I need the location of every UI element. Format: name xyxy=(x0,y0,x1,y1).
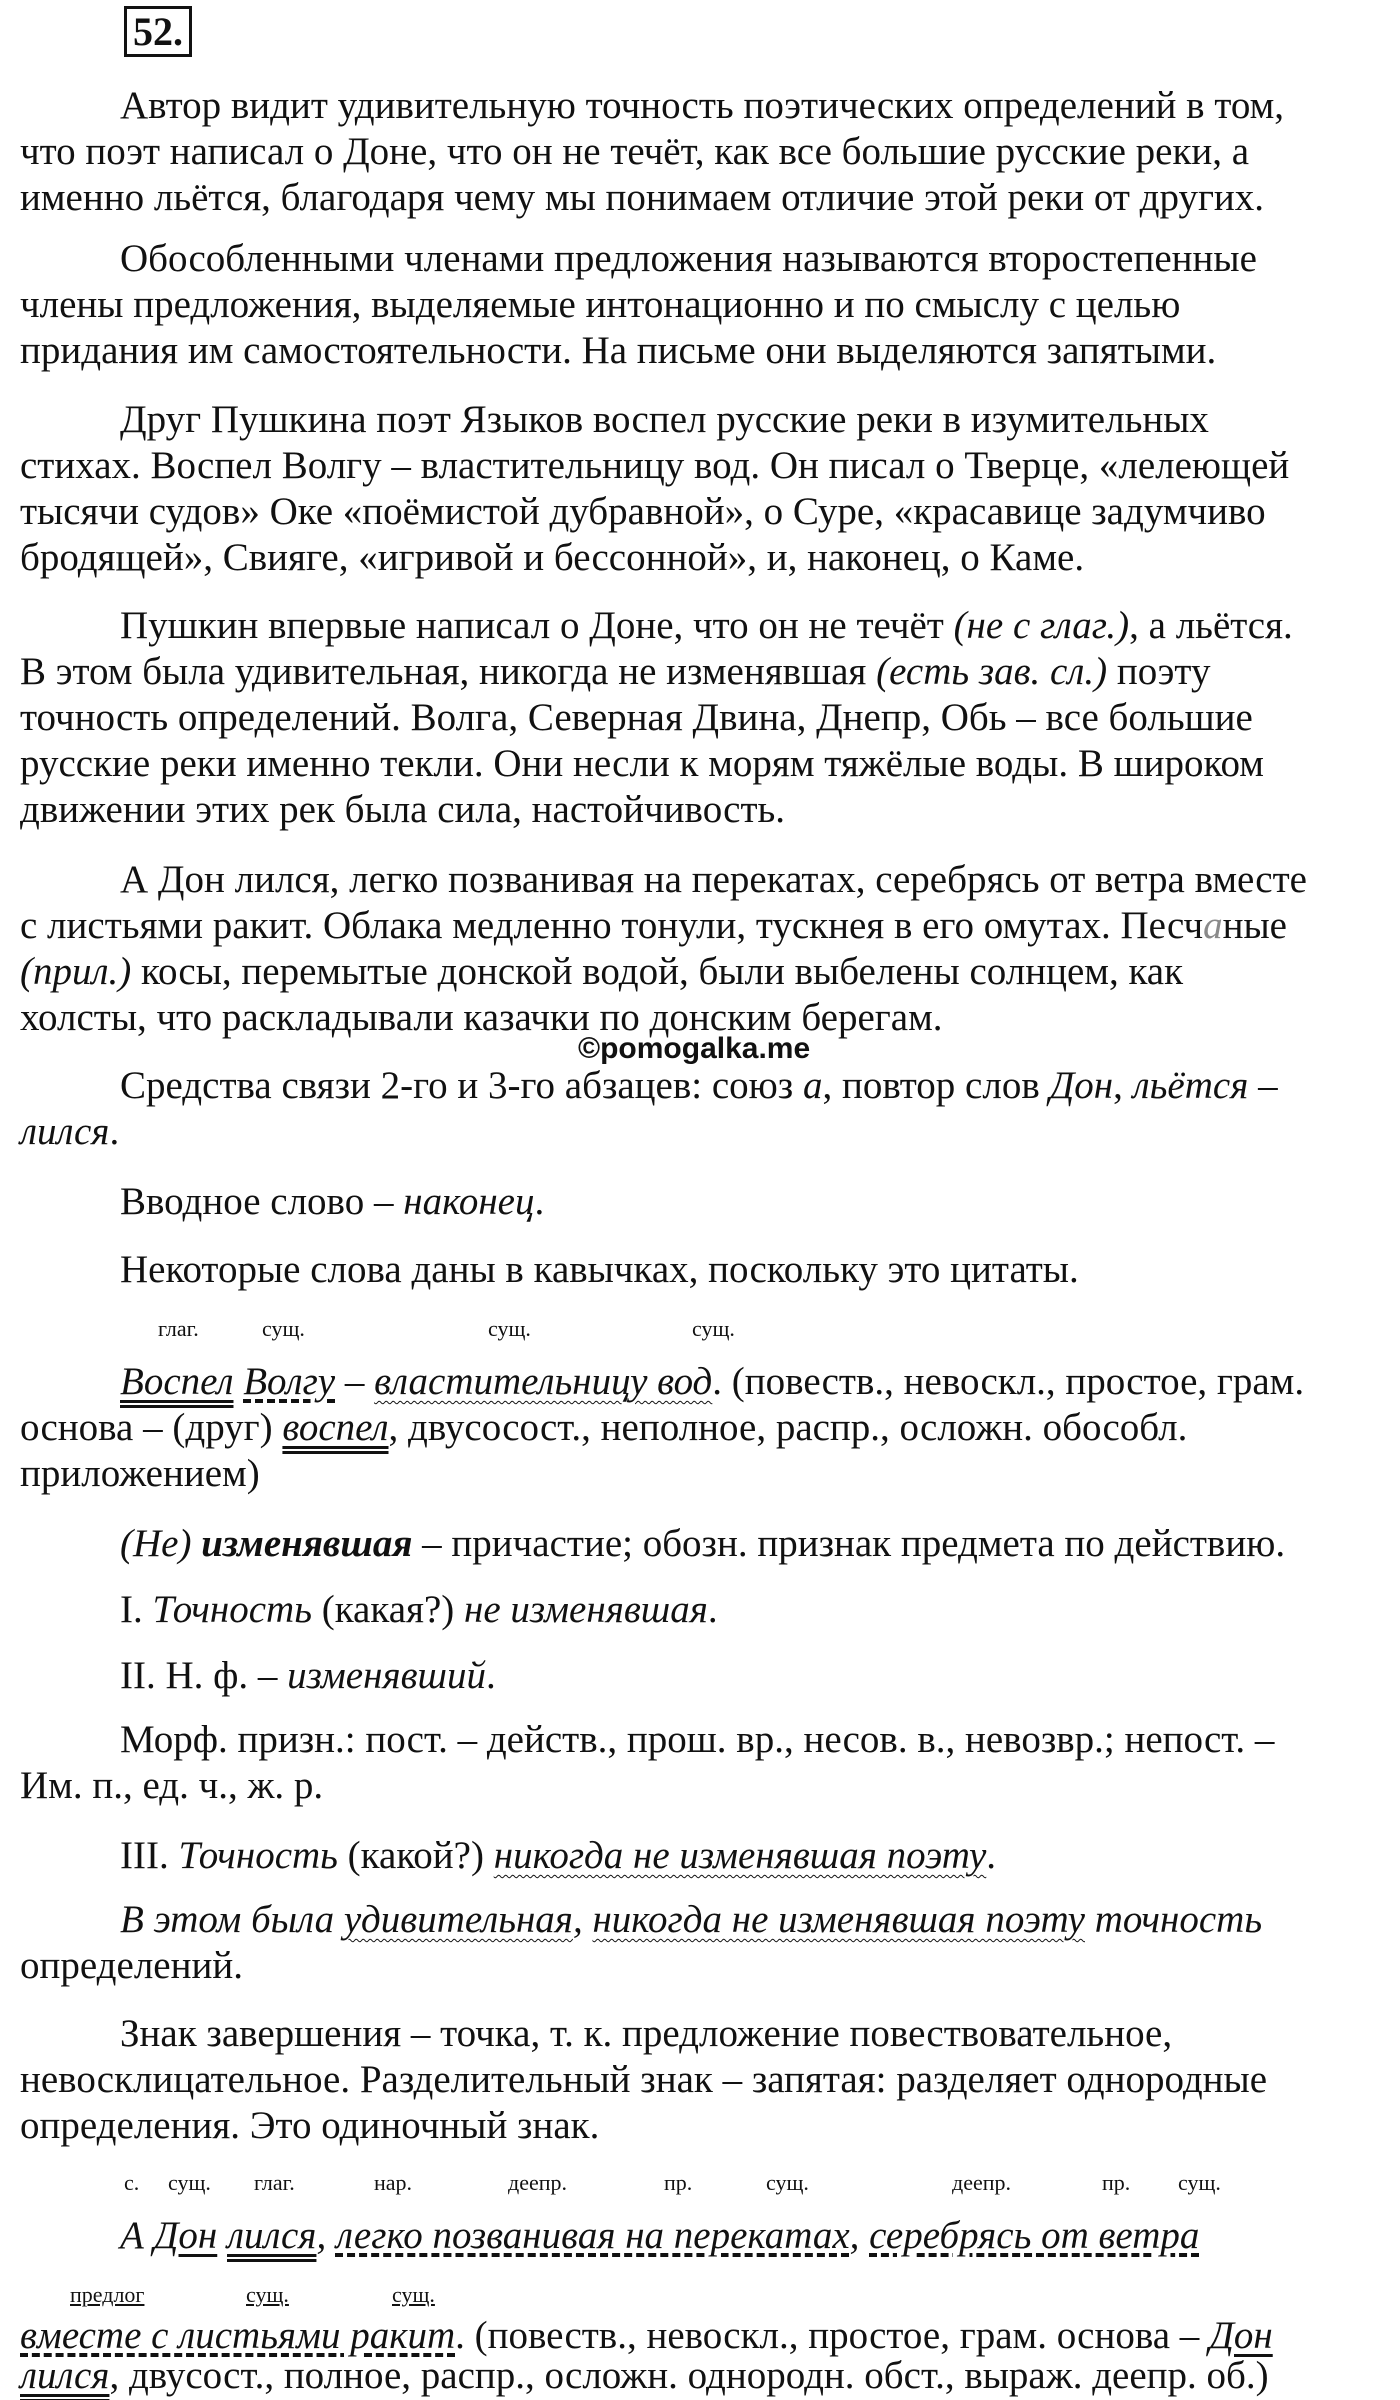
text-line: В этом была удивительная, никогда не изменявшая поэту точность xyxy=(120,1898,1263,1941)
pos-label: сущ. xyxy=(246,2282,289,2307)
text-line: Им. п., ед. ч., ж. р. xyxy=(20,1764,324,1807)
text-line: определения. Это одиночный знак. xyxy=(20,2104,600,2147)
text-line: Морф. призн.: пост. – действ., прош. вр., несов. в., невозвр.; непост. – xyxy=(120,1718,1275,1761)
text-line: бродящей», Свияге, «игривой и бессонной», и, наконец, о Каме. xyxy=(20,536,1085,579)
pos-label: сущ. xyxy=(262,1316,305,1341)
pos-label: деепр. xyxy=(952,2170,1011,2195)
text-line: Знак завершения – точка, т. к. предложение повествовательное, xyxy=(120,2012,1173,2055)
text-line: Вводное слово – наконец. xyxy=(120,1180,545,1223)
text-line: Пушкин впервые написал о Доне, что он не течёт (не с глаг.), а льётся. xyxy=(120,604,1293,647)
pos-label: пр. xyxy=(1102,2170,1131,2195)
text-line: определений. xyxy=(20,1944,243,1987)
text-line: А Дон лился, легко позванивая на перекатах, серебрясь от ветра вместе xyxy=(120,858,1307,901)
text-line: I. Точность (какая?) не изменявшая. xyxy=(120,1588,718,1631)
text-line: (Не) изменявшая – причастие; обозн. признак предмета по действию. xyxy=(120,1522,1286,1565)
pos-label: сущ. xyxy=(168,2170,211,2195)
pos-label: глаг. xyxy=(158,1316,199,1341)
pos-label: нар. xyxy=(374,2170,413,2195)
text-line: (прил.) косы, перемытые донской водой, были выбелены солнцем, как xyxy=(20,950,1184,993)
text-line: русские реки именно текли. Они несли к морям тяжёлые воды. В широком xyxy=(20,742,1264,785)
watermark: ©pomogalka.me xyxy=(578,1032,811,1065)
text-line: Автор видит удивительную точность поэтических определений в том, xyxy=(120,84,1285,127)
text-line: Друг Пушкина поэт Языков воспел русские реки в изумительных xyxy=(120,398,1209,441)
text-line: лился, двусост., полное, распр., осложн. однородн. обст., выраж. деепр. об.) xyxy=(20,2354,1269,2397)
text-line: А Дон лился, легко позванивая на перекатах, серебрясь от ветра xyxy=(120,2214,1200,2257)
pos-label: сущ. xyxy=(488,1316,531,1341)
pos-label: предлог xyxy=(70,2282,145,2307)
pos-label: сущ. xyxy=(392,2282,435,2307)
text-line: II. Н. ф. – изменявший. xyxy=(120,1654,496,1697)
text-line: точность определений. Волга, Северная Двина, Днепр, Обь – все большие xyxy=(20,696,1253,739)
text-line: Некоторые слова даны в кавычках, поскольку это цитаты. xyxy=(120,1248,1079,1291)
pos-label: сущ. xyxy=(766,2170,809,2195)
text-line: основа – (друг) воспел, двусосост., неполное, распр., осложн. обособл. xyxy=(20,1406,1188,1449)
pos-label: пр. xyxy=(664,2170,693,2195)
text-line: холсты, что раскладывали казачки по донским берегам. xyxy=(20,996,943,1039)
text-line: движении этих рек была сила, настойчивость. xyxy=(20,788,786,831)
text-line: приложением) xyxy=(20,1452,260,1495)
text-line: вместе с листьями ракит. (повеств., невоскл., простое, грам. основа – Дон xyxy=(20,2314,1273,2357)
text-line: III. Точность (какой?) никогда не изменявшая поэту. xyxy=(120,1834,997,1877)
text-line: Средства связи 2-го и 3-го абзацев: союз а, повтор слов Дон, льётся – xyxy=(120,1064,1278,1107)
pos-label: сущ. xyxy=(1178,2170,1221,2195)
text-line: лился. xyxy=(20,1110,120,1153)
text-line: члены предложения, выделяемые интонационно и по смыслу с целью xyxy=(20,283,1181,326)
text-line: с листьями ракит. Облака медленно тонули, тускнея в его омутах. Песчаные xyxy=(20,904,1287,947)
pos-label: с. xyxy=(124,2170,140,2195)
text-line: тысячи судов» Оке «поёмистой дубравной», о Суре, «красавице задумчиво xyxy=(20,490,1266,533)
text-line: В этом была удивительная, никогда не изменявшая (есть зав. сл.) поэту xyxy=(20,650,1211,693)
text-line: придания им самостоятельности. На письме они выделяются запятыми. xyxy=(20,329,1217,372)
exercise-number: 52. xyxy=(124,10,192,54)
text-line: именно льётся, благодаря чему мы понимаем отличие этой реки от других. xyxy=(20,176,1265,219)
text-line: стихах. Воспел Волгу – властительницу вод. Он писал о Тверце, «лелеющей xyxy=(20,444,1290,487)
pos-label: сущ. xyxy=(692,1316,735,1341)
text-line: что поэт написал о Доне, что он не течёт, как все большие русские реки, а xyxy=(20,130,1250,173)
pos-label: деепр. xyxy=(508,2170,567,2195)
pos-label: глаг. xyxy=(254,2170,295,2195)
text-line: Воспел Волгу – властительницу вод. (повеств., невоскл., простое, грам. xyxy=(120,1360,1305,1403)
text-line: Обособленными членами предложения называются второстепенные xyxy=(120,237,1257,280)
text-line: невосклицательное. Разделительный знак – запятая: разделяет однородные xyxy=(20,2058,1268,2101)
